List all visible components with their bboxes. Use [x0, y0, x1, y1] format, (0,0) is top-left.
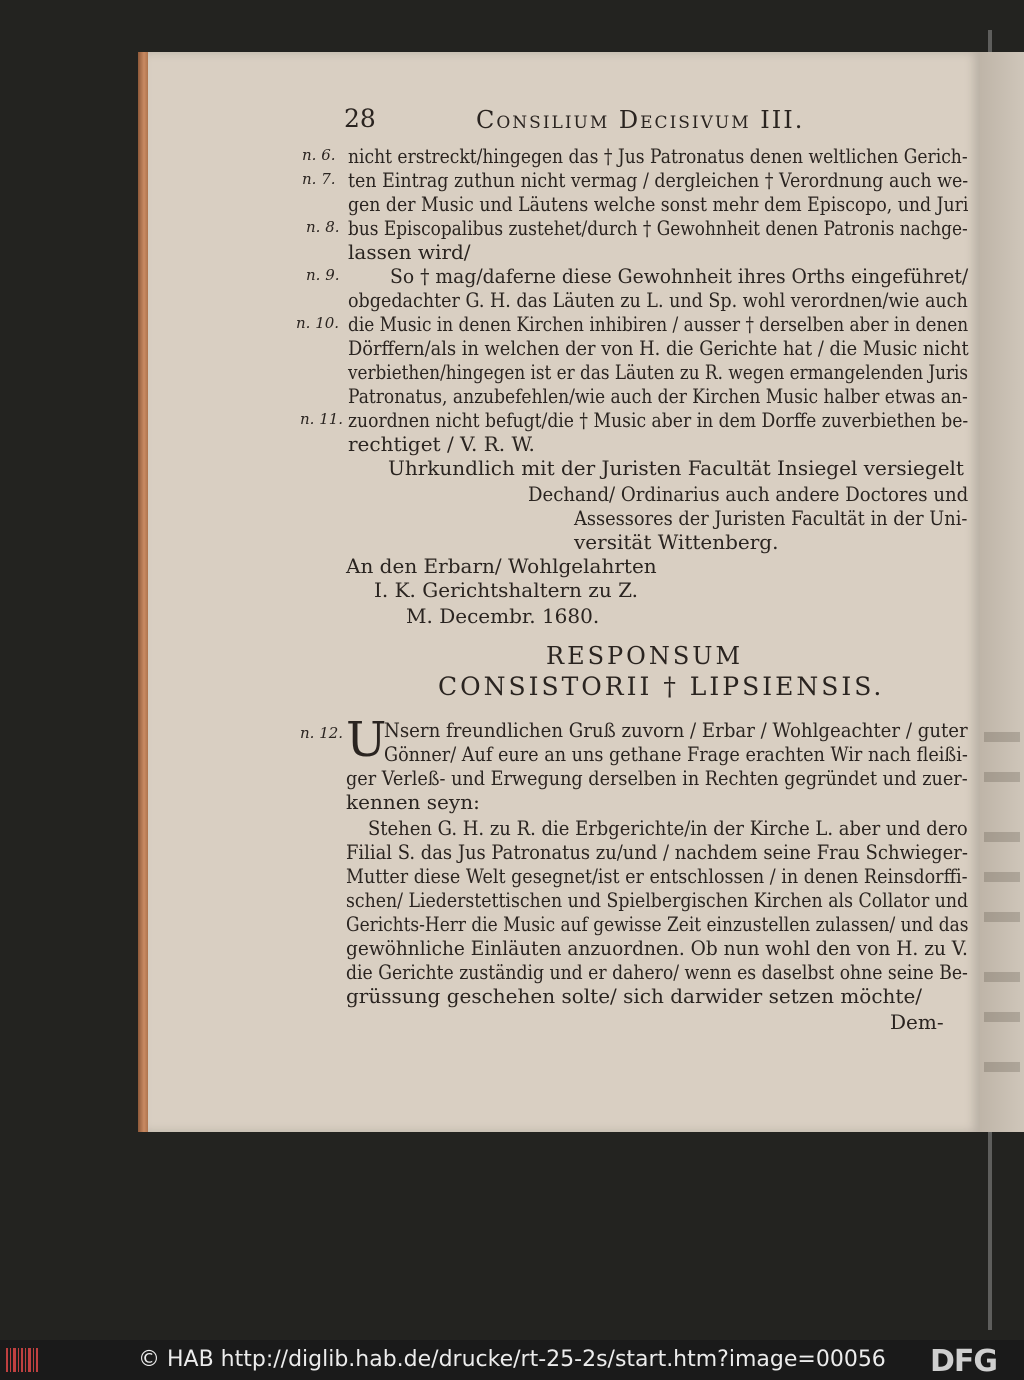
margin-note: n. 12.	[300, 724, 344, 742]
margin-note: n. 9.	[306, 266, 340, 284]
margin-note: n. 8.	[306, 218, 340, 236]
text-line: ten Eintrag zuthun nicht vermag / dergleichen † Verordnung auch we-	[348, 168, 969, 192]
text-line: zuordnen nicht befugt/die † Music aber in dem Dorffe zuverbiethen be-	[348, 408, 969, 432]
section-heading: RESPONSUM	[546, 642, 744, 670]
body-line: kennen seyn:	[346, 790, 480, 814]
text-line: nicht erstreckt/hingegen das † Jus Patronatus denen weltlichen Gerich-	[348, 144, 968, 168]
adjacent-text-trace	[984, 772, 1020, 782]
adjacent-text-trace	[984, 872, 1020, 882]
body-line: Filial S. das Jus Patronatus zu/und / nachdem seine Frau Schwieger-	[346, 840, 968, 864]
text-line: Patronatus, anzubefehlen/wie auch der Kirchen Music halber etwas an-	[348, 384, 968, 408]
section-subheading: CONSISTORII † LIPSIENSIS.	[438, 672, 885, 701]
body-line: die Gerichte zuständig und er dahero/ wenn es daselbst ohne seine Be-	[346, 960, 968, 984]
page-number: 28	[344, 104, 376, 133]
adjacent-text-trace	[984, 1012, 1020, 1022]
drop-cap: U	[346, 712, 387, 768]
text-line: rechtiget / V. R. W.	[348, 432, 535, 456]
body-line: grüssung geschehen solte/ sich darwider setzen möchte/	[346, 984, 923, 1008]
text-line: Assessores der Juristen Facultät in der Uni-	[574, 506, 968, 530]
copyright-url[interactable]: © HAB http://diglib.hab.de/drucke/rt-25-2s/start.htm?image=00056	[138, 1347, 886, 1372]
adjacent-page-edge	[976, 52, 1024, 1132]
text-line: obgedachter G. H. das Läuten zu L. und Sp. wohl verordnen/wie auch	[348, 288, 968, 312]
adjacent-text-trace	[984, 1062, 1020, 1072]
text-line: lassen wird/	[348, 240, 471, 264]
body-line: ger Verleß- und Erwegung derselben in Rechten gegründet und zuer-	[346, 766, 968, 790]
text-line: die Music in denen Kirchen inhibiren / ausser † derselben aber in denen	[348, 312, 969, 336]
text-line: M. Decembr. 1680.	[406, 604, 600, 628]
body-line: Stehen G. H. zu R. die Erbgerichte/in der Kirche L. aber und dero	[368, 816, 968, 840]
adjacent-text-trace	[984, 972, 1020, 982]
body-line: Gerichts-Herr die Music auf gewisse Zeit einzustellen zulassen/ und das	[346, 912, 969, 936]
text-line: An den Erbarn/ Wohlgelahrten	[346, 554, 657, 578]
text-line: bus Episcopalibus zustehet/durch † Gewohnheit denen Patronis nachge-	[348, 216, 968, 240]
barcode-icon	[6, 1346, 40, 1374]
body-line: schen/ Liederstettischen und Spielbergischen Kirchen als Collator und	[346, 888, 969, 912]
body-line: Nsern freundlichen Gruß zuvorn / Erbar / Wohlgeachter / guter	[384, 718, 968, 742]
page-header	[196, 104, 846, 140]
catchword: Dem-	[890, 1010, 944, 1034]
adjacent-text-trace	[984, 832, 1020, 842]
text-line: Dörffern/als in welchen der von H. die Gerichte hat / die Music nicht	[348, 336, 969, 360]
body-line: gewöhnliche Einläuten anzuordnen. Ob nun wohl den von H. zu V.	[346, 936, 968, 960]
body-line: Gönner/ Auf eure an uns gethane Frage erachten Wir nach fleißi-	[384, 742, 968, 766]
viewer-footer	[0, 1340, 1024, 1380]
text-line: Uhrkundlich mit der Juristen Facultät Insiegel versiegelt	[388, 456, 964, 480]
text-line: versität Wittenberg.	[574, 530, 779, 554]
margin-note: n. 7.	[302, 170, 336, 188]
running-title: Consilium Decisivum III.	[476, 106, 805, 134]
text-line: I. K. Gerichtshaltern zu Z.	[374, 578, 638, 602]
adjacent-text-trace	[984, 912, 1020, 922]
body-line: Mutter diese Welt gesegnet/ist er entschlossen / in denen Reinsdorffi-	[346, 864, 968, 888]
margin-note: n. 10.	[296, 314, 340, 332]
text-line: gen der Music und Läutens welche sonst mehr dem Episcopo, und Juri	[348, 192, 969, 216]
text-line: So † mag/daferne diese Gewohnheit ihres Orths eingeführet/	[390, 264, 969, 288]
adjacent-text-trace	[984, 732, 1020, 742]
margin-note: n. 11.	[300, 410, 344, 428]
dfg-logo: DFG	[930, 1344, 998, 1379]
margin-note: n. 6.	[302, 146, 336, 164]
text-line: Dechand/ Ordinarius auch andere Doctores und	[528, 482, 969, 506]
text-line: verbiethen/hingegen ist er das Läuten zu R. wegen ermangelenden Juris	[348, 360, 969, 384]
